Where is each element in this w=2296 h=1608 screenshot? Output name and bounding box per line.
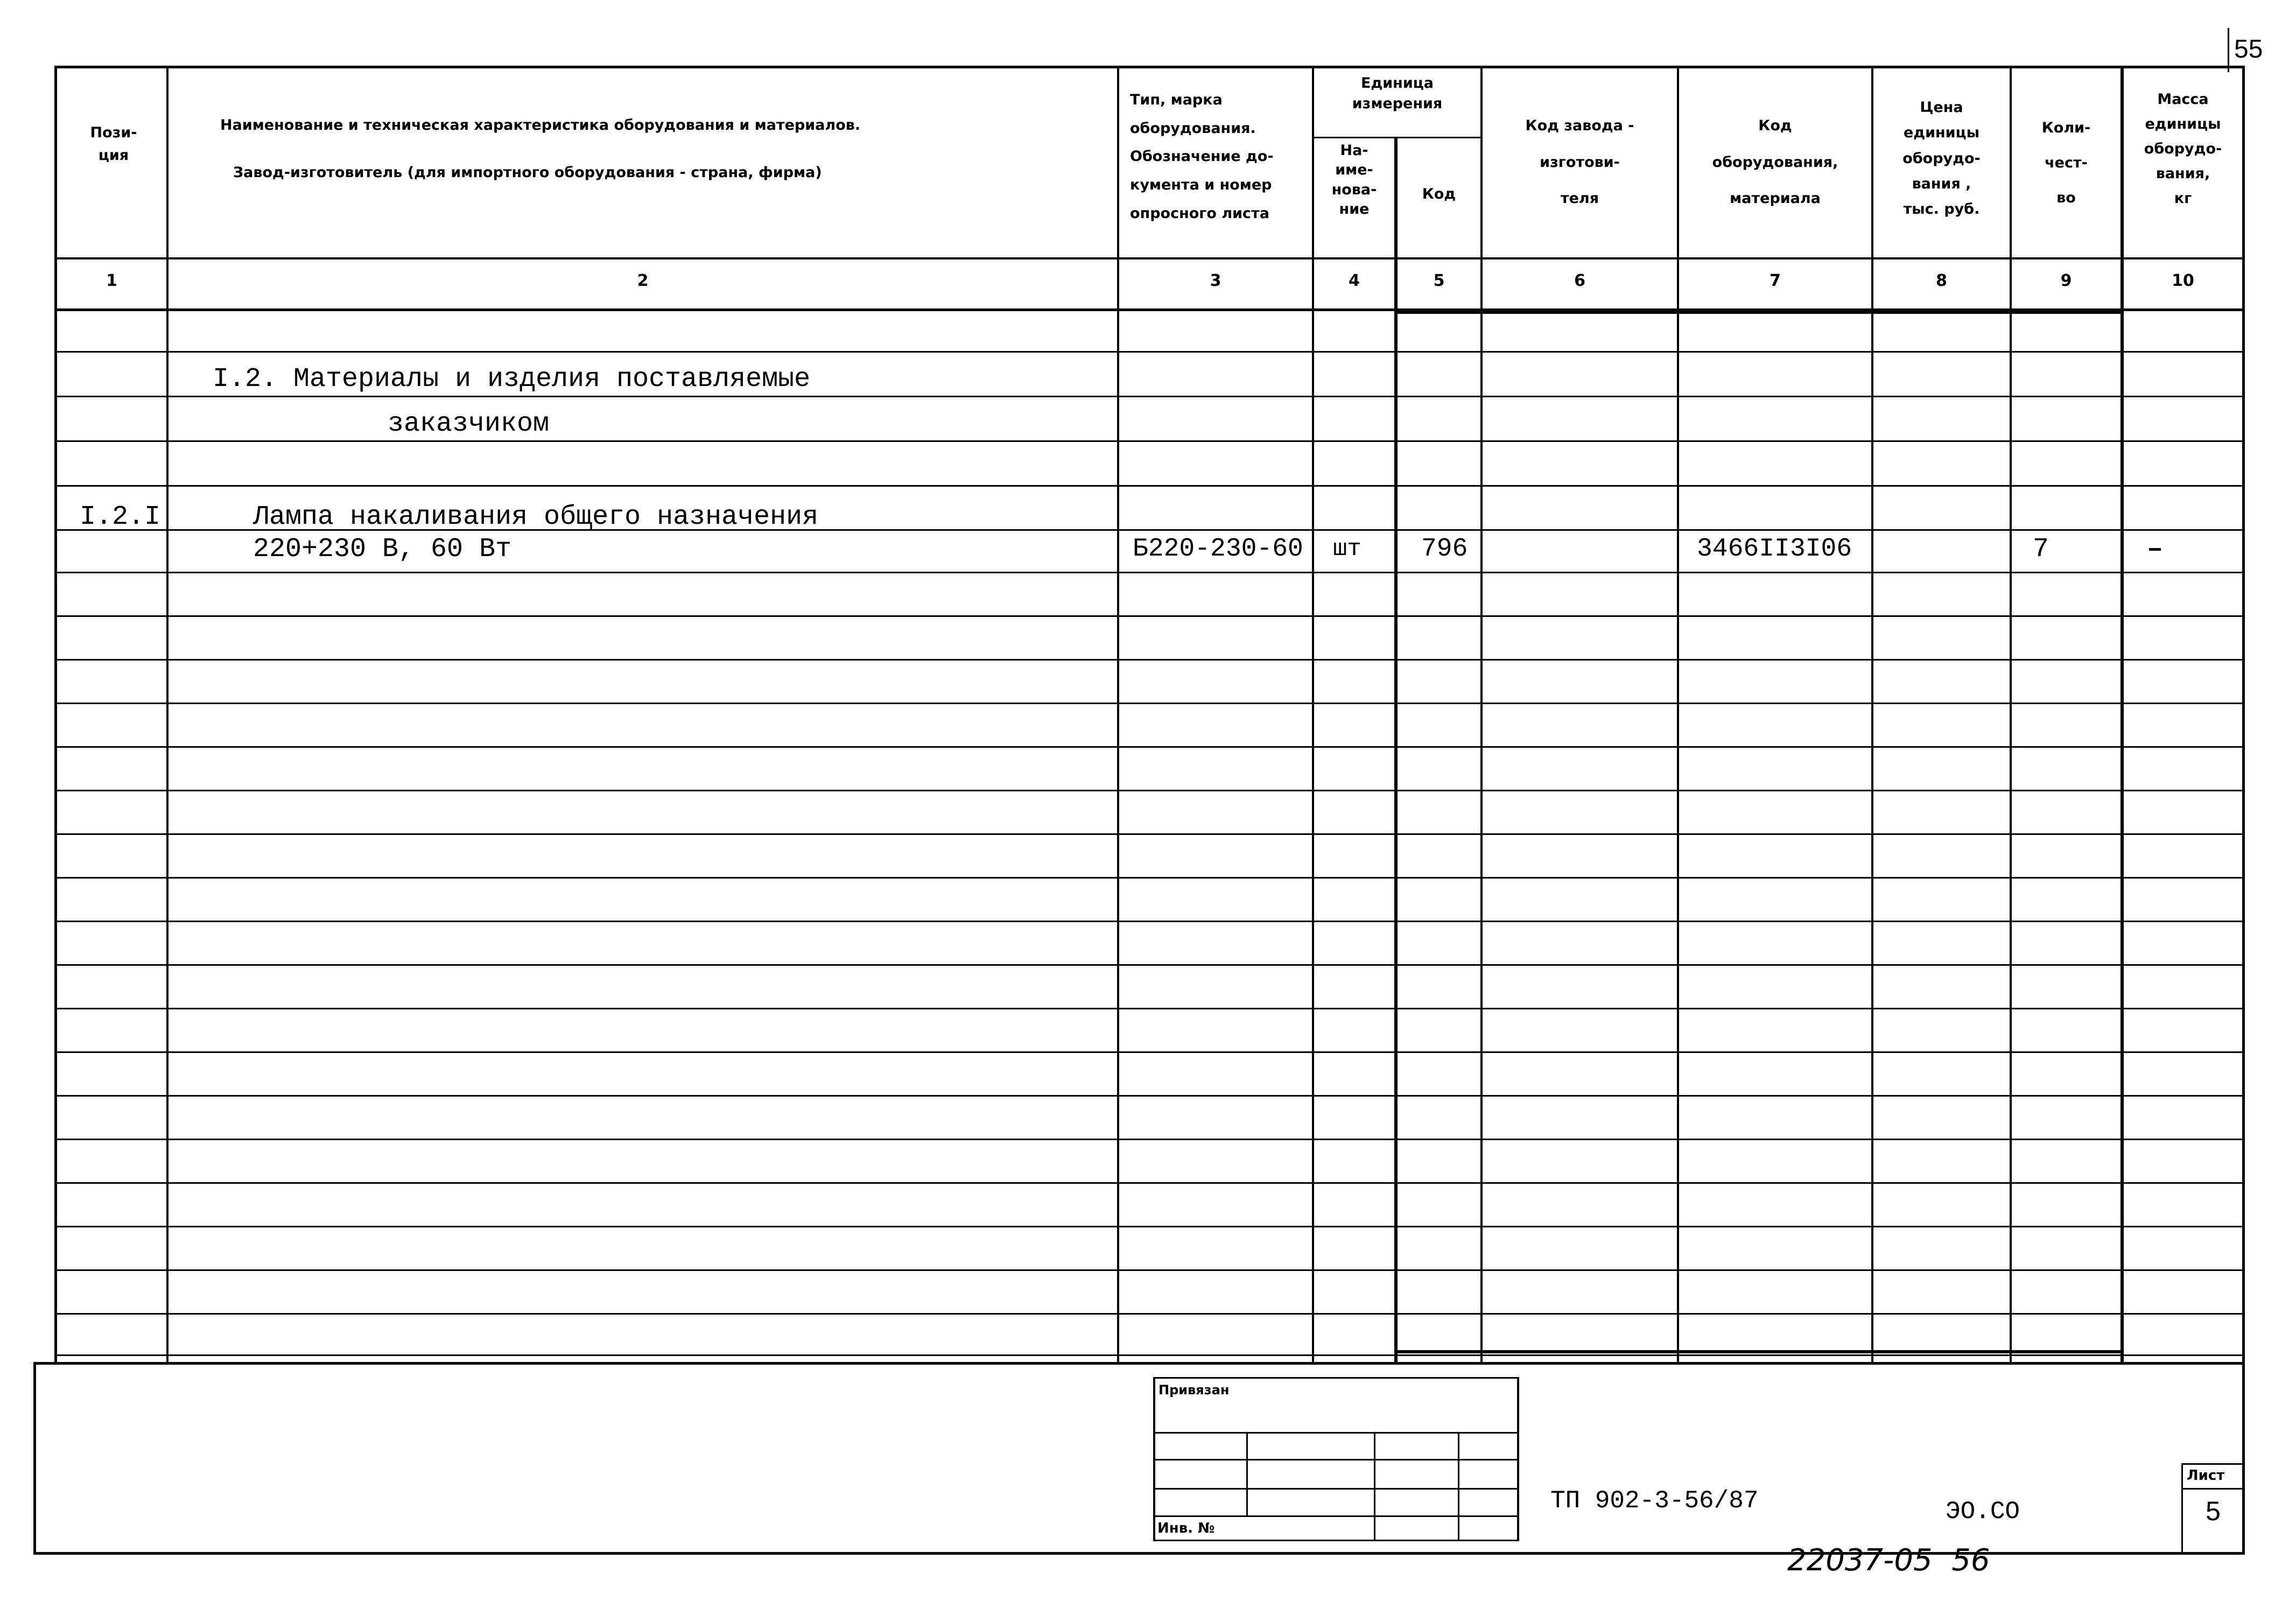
archive-number: 22037-05 56 [1787,1543,1990,1578]
column-number-10: 10 [2172,271,2194,290]
page-number: 55 [2234,35,2263,64]
row-mass: – [2147,534,2164,565]
column-number-1: 1 [106,271,117,290]
header-name-line2: Завод-изготовитель (для импортного оборудования - страна, фирма) [233,164,822,181]
column-number-7: 7 [1770,271,1781,290]
column-number-6: 6 [1574,271,1585,290]
column-number-3: 3 [1210,271,1221,290]
stamp-bound-label: Привязан [1158,1382,1230,1398]
row-type: Б220-230-60 [1133,535,1303,564]
row-unit-code: 796 [1421,535,1468,564]
column-number-8: 8 [1936,271,1947,290]
section-code: ЭО.СО [1946,1498,2020,1526]
sheet-value: 5 [2206,1496,2221,1526]
column-number-5: 5 [1433,271,1445,290]
row-name-line2: 220+230 В, 60 Вт [253,534,512,565]
column-number-4: 4 [1349,271,1360,290]
header-mass: Масса единицы оборудо- вания, кг [2144,91,2222,207]
row-quantity: 7 [2033,534,2049,565]
column-number-9: 9 [2060,271,2072,290]
column-number-2: 2 [637,271,649,290]
header-quantity: Коли- чест- во [2041,120,2091,206]
row-equipment-code: 3466II3I06 [1697,535,1852,564]
header-type: Тип, марка оборудования. Обозначение до- кумента и номер опросного листа [1130,92,1274,222]
sheet-label: Лист [2187,1467,2225,1484]
row-unit-name: шт [1333,536,1361,563]
header-position: Пози- ция [90,124,137,164]
header-name-line1: Наименование и техническая характеристика оборудования и материалов. [220,117,861,134]
header-unit-code: Код [1422,186,1456,202]
document-code: ТП 902-3-56/87 [1550,1487,1759,1515]
section-title-line2: заказчиком [388,409,550,439]
header-price: Цена единицы оборудо- вания , тыс. руб. [1902,99,1981,217]
header-unit-name: На- име- нова- ние [1331,142,1377,218]
row-position: I.2.I [80,502,161,532]
header-manufacturer-code: Код завода - изготови- теля [1525,117,1634,207]
row-name-line1: Лампа накаливания общего назначения [253,502,819,532]
section-title-line1: I.2. Материалы и изделия поставляемые [213,364,811,395]
header-unit-group: Единица измерения [1352,75,1443,112]
stamp-inv-label: Инв. № [1157,1520,1215,1536]
header-equipment-code: Код оборудования, материала [1712,117,1838,207]
